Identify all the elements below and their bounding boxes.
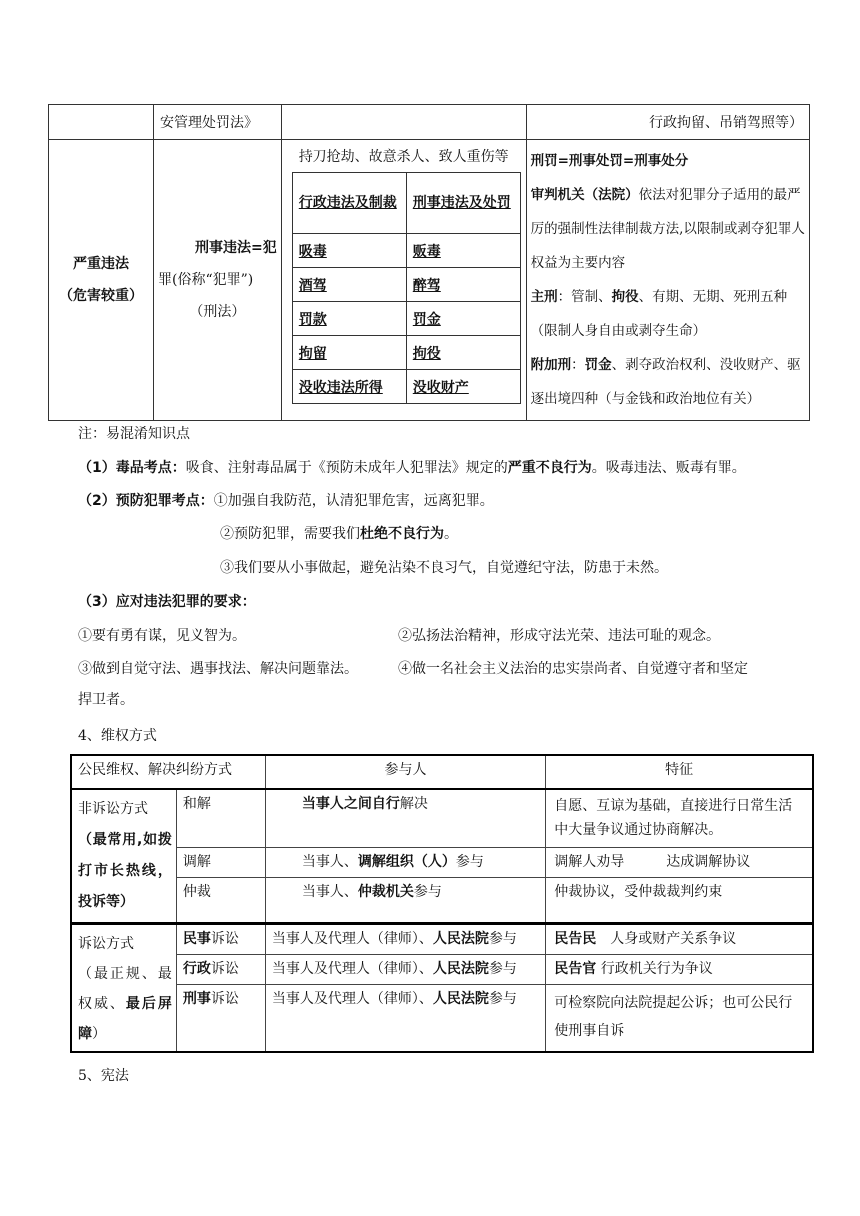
severity-cell [49,140,154,421]
punishment-cell [526,140,809,421]
compare-admin-header: 行政违法及制裁 [298,195,397,211]
compare-cell: 吸毒 [298,243,327,260]
additional-penalty-text: 附加刑：罚金、剥夺政治权利、没收财产、驱逐出境四种（与金钱和政治地位有关） [530,357,801,407]
judge-text: 审判机关（法院）依法对犯罪分子适用的最严厉的强制性法律制裁方法,以限制或剥夺犯罪人权益为主要内容 [530,187,805,271]
compare-cell: 罚金 [412,311,441,328]
main-penalty-text: 主刑：管制、拘役、有期、无期、死刑五种（限制人身自由或剥夺生命） [530,289,788,339]
compare-criminal-header: 刑事违法及处罚 [412,195,511,211]
lit-note: （最正规、最权威、最后屏障） [78,965,172,1042]
lit-feature: 民告官 行政机关行为争议 [546,954,813,984]
requirement-4: ④做一名社会主义法治的忠实崇尚者、自觉遵守者和坚定 [398,661,748,677]
method-feature: 调解人劝导 达成调解协议 [546,847,813,877]
note-requirements-title: （3）应对违法犯罪的要求： [78,594,256,610]
section-5-heading: 5、宪法 [78,1068,129,1084]
method-name: 调解 [176,847,265,877]
method-feature: 仲裁协议，受仲裁裁判约束 [546,877,813,923]
method-party: 当事人之间自行解决 [265,789,545,847]
lit-feature: 可检察院向法院提起公诉；也可公民行使刑事自诉 [546,984,813,1052]
severity-sub: （危害较重） [59,288,144,304]
nonlit-note: （最常用,如拨打市长热线，投诉等） [78,832,172,910]
note-prevention: （2）预防犯罪考点：①加强自我防范，认清犯罪危害，远离犯罪。 [78,493,494,509]
note-prevention-2: ②预防犯罪，需要我们杜绝不良行为。 [220,526,458,542]
method-party: 当事人、仲裁机关参与 [265,877,545,923]
note-title: 注：易混淆知识点 [78,426,190,442]
criminal-title: 刑事违法=犯 [195,240,277,256]
examples-head: 持刀抢劫、故意杀人、致人重伤等 [298,149,509,165]
severity-title: 严重违法 [73,256,130,272]
table1-cell-empty [49,105,154,140]
table1-cell-law: 安管理处罚法》 [154,105,282,140]
nonlit-label: 非诉讼方式 [78,801,148,817]
header-party: 参与人 [265,755,545,789]
compare-cell: 没收财产 [412,379,469,396]
note-drugs: （1）毒品考点：吸食、注射毒品属于《预防未成年人犯罪法》规定的严重不良行为。吸毒违法、贩毒有罪。 [78,460,746,476]
method-feature: 自愿、互谅为基础，直接进行日常生活中大量争议通过协商解决。 [546,789,813,847]
compare-cell: 贩毒 [412,243,441,260]
lit-party: 当事人及代理人（律师）、人民法院参与 [265,984,545,1052]
compare-cell: 罚款 [298,311,327,328]
criminal-law: （刑法） [189,304,246,320]
header-feature: 特征 [546,755,813,789]
criminal-cell [154,140,282,421]
method-name: 和解 [176,789,265,847]
requirement-3: ③做到自觉守法、遇事找法、解决问题靠法。 [78,661,358,677]
punishment-definition: 刑罚=刑事处罚=刑事处分 [530,153,689,169]
compare-cell: 醉驾 [412,277,441,294]
method-party: 当事人、调解组织（人）参与 [265,847,545,877]
penalty-table [48,104,810,421]
section-4-heading: 4、维权方式 [78,728,157,744]
requirement-4-cont: 捍卫者。 [78,692,134,708]
note-prevention-3: ③我们要从小事做起，避免沾染不良习气，自觉遵纪守法，防患于未然。 [220,560,668,576]
lit-method-name: 行政诉讼 [176,954,265,984]
rights-table [70,754,814,1053]
compare-cell: 酒驾 [298,277,327,294]
lit-label: 诉讼方式 [78,935,134,952]
lit-party: 当事人及代理人（律师）、人民法院参与 [265,923,545,954]
method-name: 仲裁 [176,877,265,923]
nonlit-label-cell [71,789,176,923]
lit-feature: 民告民 人身或财产关系争议 [546,923,813,954]
requirement-1: ①要有勇有谋，见义智为。 [78,628,246,644]
table1-cell-empty2 [281,105,526,140]
examples-cell [281,140,526,421]
compare-cell: 拘役 [412,345,441,362]
lit-method-name: 民事诉讼 [176,923,265,954]
lit-method-name: 刑事诉讼 [176,984,265,1052]
compare-cell: 拘留 [298,345,327,362]
lit-party: 当事人及代理人（律师）、人民法院参与 [265,954,545,984]
header-method: 公民维权、解决纠纷方式 [71,755,265,789]
compare-table [292,172,521,404]
compare-cell: 没收违法所得 [298,379,383,396]
table1-cell-penalty: 行政拘留、吊销驾照等） [526,105,809,140]
criminal-alias: 罪(俗称“犯罪”) [158,272,254,288]
requirement-2: ②弘扬法治精神，形成守法光荣、违法可耻的观念。 [398,628,720,644]
lit-label-cell [71,923,176,1052]
